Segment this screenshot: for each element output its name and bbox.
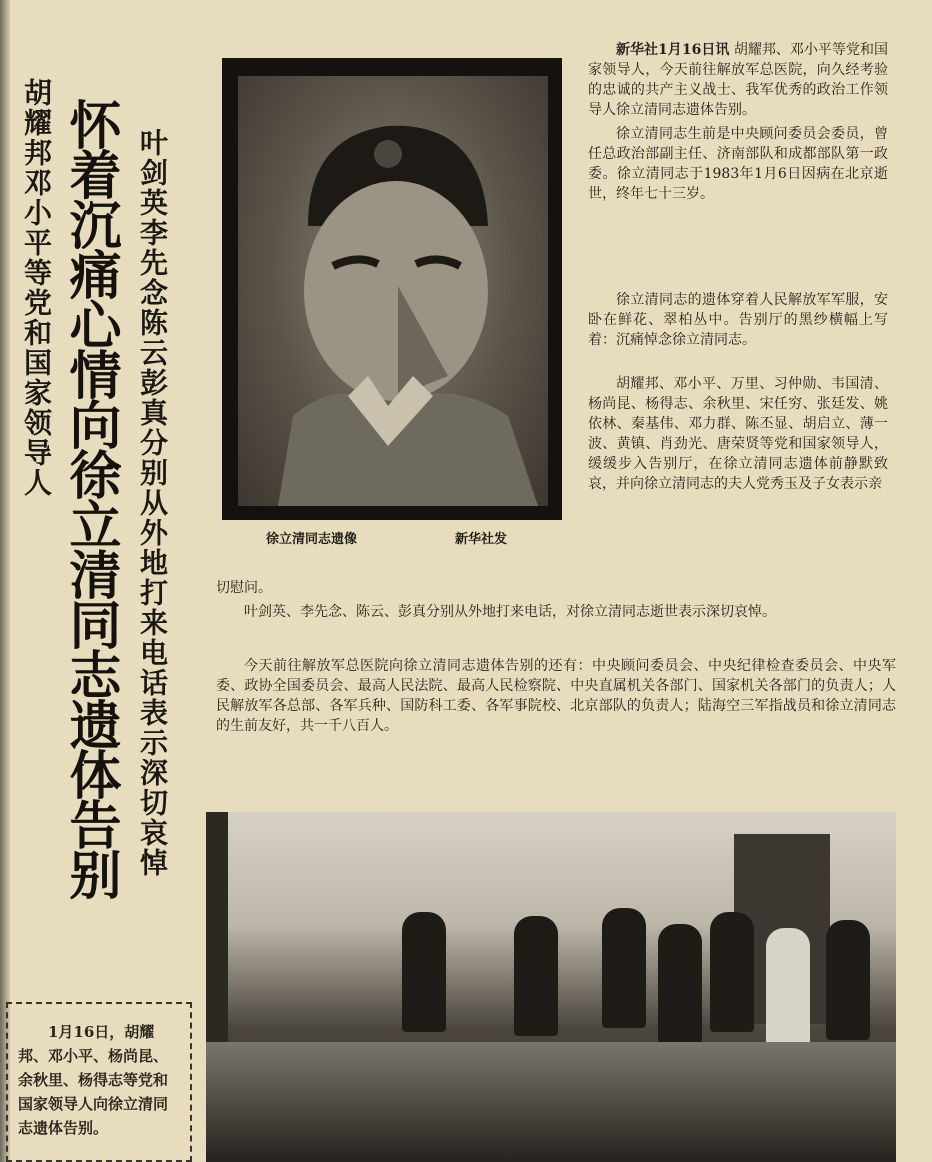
mourner-figure	[658, 924, 702, 1044]
article-paragraph-6: 今天前往解放军总医院向徐立清同志遗体告别的还有：中央顾问委员会、中央纪律检查委员会、中央军委、政协全国委员会、最高人民法院、最高人民检察院、中央直属机关各部门、国家机关各部门的负责人；人民解放军各总部、各军兵种、国防科工委、各军事院校、北京部队的负责人；陆海空三军指战员和徐立清同志的生前友好，共一千八百人。	[216, 658, 896, 734]
article-paragraph-4: 胡耀邦、邓小平、万里、习仲勋、韦国清、杨尚昆、杨得志、余秋里、宋任穷、张廷发、姚依林、秦基伟、邓力群、陈丕显、胡启立、薄一波、黄镇、肖劲光、唐荣贤等党和国家领导人，缓缓步入告别厅，在徐立清同志遗体前静默致哀，并向徐立清同志的夫人党秀玉及子女表示亲	[588, 376, 888, 492]
portrait-figure-icon	[238, 76, 548, 506]
article-paragraph-4-continued: 切慰问。	[216, 580, 272, 596]
portrait-photo	[238, 76, 548, 506]
casket-flowers	[206, 1042, 896, 1162]
nurse-figure	[766, 928, 810, 1048]
article-paragraph-3: 徐立清同志的遗体穿着人民解放军军服，安卧在鲜花、翠柏丛中。告别厅的黑纱横幅上写着：沉痛悼念徐立清同志。	[588, 292, 888, 348]
mourner-figure	[826, 920, 870, 1040]
mourner-figure	[402, 912, 446, 1032]
page-edge-shadow	[0, 0, 10, 1162]
mourner-figure	[602, 908, 646, 1028]
photo-caption: 1月16日，胡耀邦、邓小平、杨尚昆、余秋里、杨得志等党和国家领导人向徐立清同志遗体告别。	[18, 1023, 169, 1137]
photo-caption-box	[6, 1002, 192, 1162]
portrait-frame	[222, 58, 562, 520]
subheadline-calls: 叶剑英李先念陈云彭真分别从外地打来电话表示深切哀悼	[136, 128, 169, 878]
article-paragraph-1-text: 胡耀邦、邓小平等党和国家领导人，今天前往解放军总医院，向久经考验的忠诚的共产主义战士、我军优秀的政治工作领导人徐立清同志遗体告别。	[588, 42, 888, 118]
mourner-figure	[710, 912, 754, 1032]
main-headline: 怀着沉痛心情向徐立清同志遗体告别	[60, 98, 121, 898]
article-paragraph-1	[588, 40, 888, 120]
article-paragraph-2: 徐立清同志生前是中央顾问委员会委员，曾任总政治部副主任、济南部队和成都部队第一政委。徐立清同志于1983年1月6日因病在北京逝世，终年七十三岁。	[588, 126, 888, 202]
portrait-credit: 新华社发	[455, 532, 508, 547]
farewell-photo	[206, 812, 896, 1162]
subheadline-leaders: 胡耀邦邓小平等党和国家领导人	[20, 78, 53, 498]
mourner-figure	[514, 916, 558, 1036]
article-paragraph-5: 叶剑英、李先念、陈云、彭真分别从外地打来电话，对徐立清同志逝世表示深切哀悼。	[244, 604, 776, 620]
portrait-caption: 徐立清同志遗像	[266, 532, 358, 547]
dateline: 新华社1月16日讯	[616, 42, 730, 58]
